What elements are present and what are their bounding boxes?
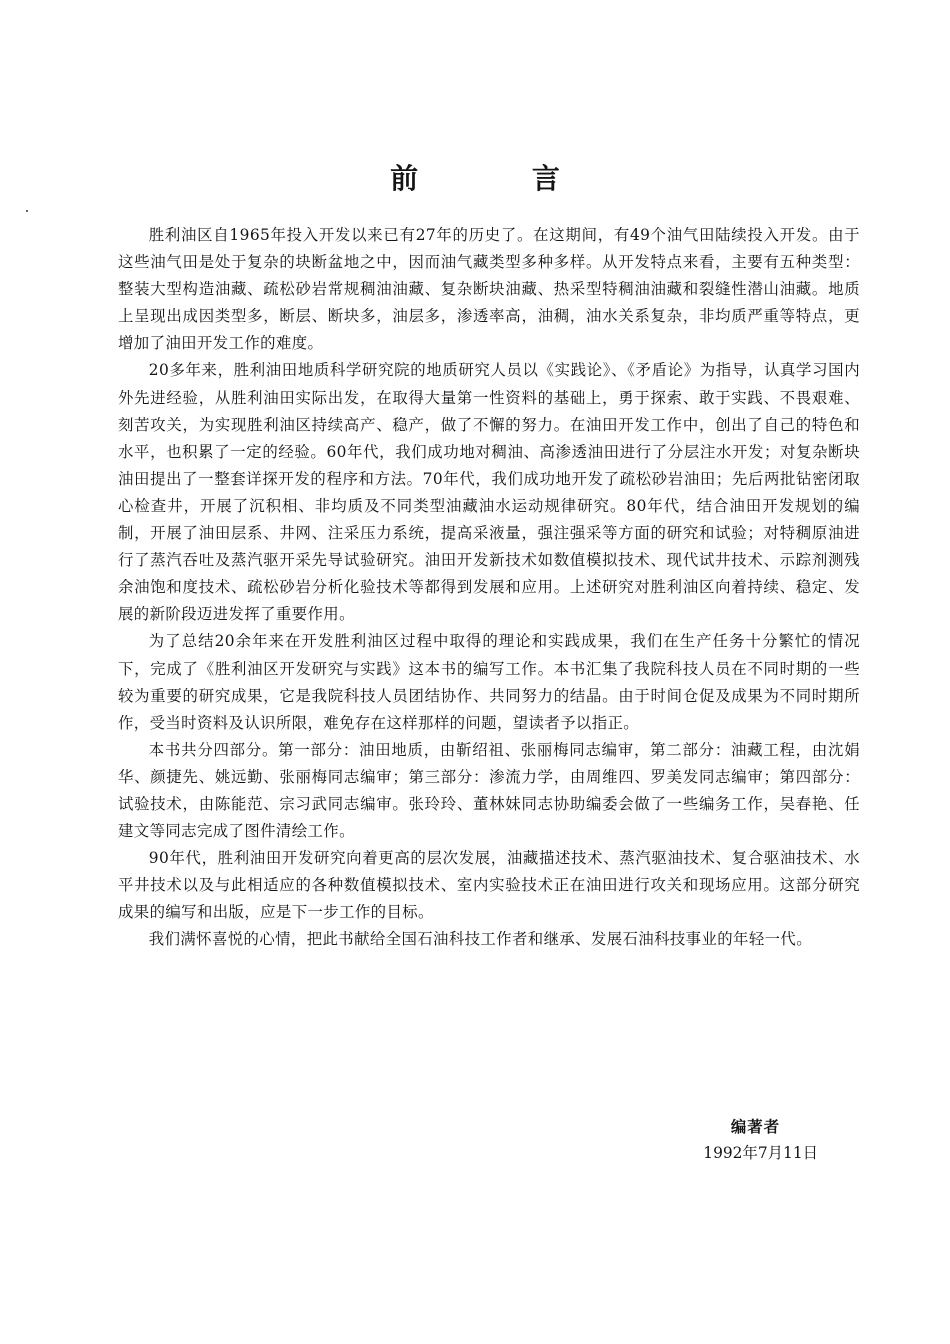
date-line: 1992年7月11日	[703, 1144, 818, 1162]
scan-speck	[26, 210, 28, 212]
paragraph-outlook: 90年代，胜利油田开发研究向着更高的层次发展，油藏描述技术、蒸汽驱油技术、复合驱油技术、水平井技术以及与此相适应的各种数值模拟技术、室内实验技术正在油田进行攻关和现场应用。这部分研究成果的编写和出版，应是下一步工作的目标。	[118, 849, 860, 922]
paragraph-purpose: 为了总结20余年来在开发胜利油区过程中取得的理论和实践成果，我们在生产任务十分繁忙的情况下，完成了《胜利油区开发研究与实践》这本书的编写工作。本书汇集了我院科技人员在不同时期的一些较为重要的研究成果，它是我院科技人员团结协作、共同努力的结晶。由于时间仓促及成果为不同时期所作，受当时资料及认识所限，难免存在这样那样的问题，望读者予以指正。	[118, 632, 860, 732]
paragraph-history: 胜利油区自1965年投入开发以来已有27年的历史了。在这期间，有49个油气田陆续投入开发。由于这些油气田是处于复杂的块断盆地之中，因而油气藏类型多种多样。从开发特点来看，主要有五种类型：整装大型构造油藏、疏松砂岩常规稠油油藏、复杂断块油藏、热采型特稠油油藏和裂缝性潜山油藏。地质上呈现出成因类型多，断层、断块多，油层多，渗透率高，油稠，油水关系复杂，非均质严重等特点，更增加了油田开发工作的难度。	[118, 226, 860, 353]
page-title: 前 言	[390, 162, 612, 195]
paragraph-achievements: 20多年来，胜利油田地质科学研究院的地质研究人员以《实践论》、《矛盾论》为指导，认真学习国内外先进经验，从胜利油田实际出发，在取得大量第一性资料的基础上，勇于探索、敢于实践、不畏艰难、刻苦攻关，为实现胜利油区持续高产、稳产，做了不懈的努力。在油田开发工作中，创出了自己的特色和水平，也积累了一定的经验。60年代，我们成功地对稠油、高渗透油田进行了分层注水开发；对复杂断块油田提出了一整套详探开发的程序和方法。70年代，我们成功地开发了疏松砂岩油田；先后两批钻密闭取心检查井，开展了沉积相、非均质及不同类型油藏油水运动规律研究。80年代，结合油田开发规划的编制，开展了油田层系、井网、注采压力系统，提高采液量，强注强采等方面的研究和试验；对特稠原油进行了蒸汽吞吐及蒸汽驱开采先导试验研究。油田开发新技术如数值模拟技术、现代试井技术、示踪剂测残余油饱和度技术、疏松砂岩分析化验技术等都得到发展和应用。上述研究对胜利油区向着持续、稳定、发展的新阶段迈进发挥了重要作用。	[118, 361, 860, 624]
preface-body	[118, 222, 860, 954]
author-signature: 编著者	[730, 1118, 780, 1136]
paragraph-dedication: 我们满怀喜悦的心情，把此书献给全国石油科技工作者和继承、发展石油科技事业的年轻一代。	[148, 930, 813, 949]
paragraph-structure: 本书共分四部分。第一部分：油田地质，由靳绍祖、张丽梅同志编审，第二部分：油藏工程，由沈娟华、颜捷先、姚远勤、张丽梅同志编审；第三部分：渗流力学，由周维四、罗美发同志编审；第四部分：试验技术，由陈能范、宗习武同志编审。张玲玲、董林妹同志协助编委会做了一些编务工作，吴春艳、任建文等同志完成了图件清绘工作。	[118, 740, 860, 841]
